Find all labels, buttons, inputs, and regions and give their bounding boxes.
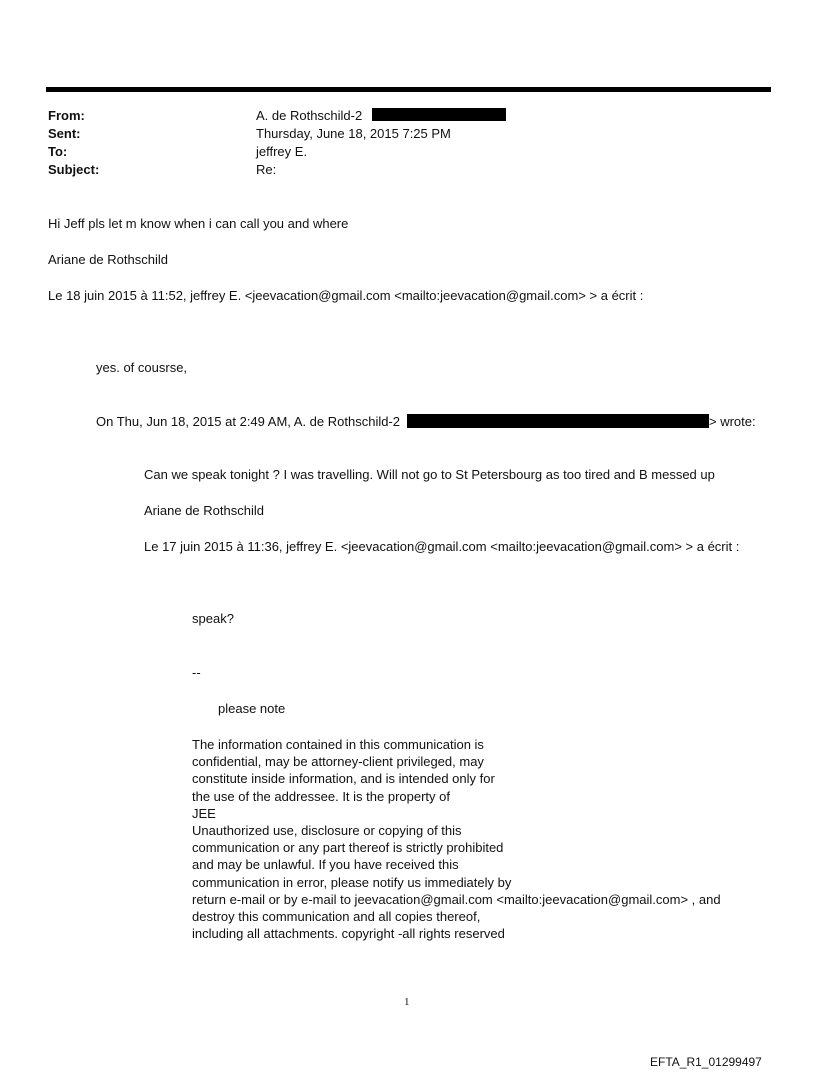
disclaimer-line: destroy this communication and all copies thereof,	[192, 909, 481, 925]
sent-value: Thursday, June 18, 2015 7:25 PM	[256, 126, 451, 141]
quote-intro: Le 18 juin 2015 à 11:52, jeffrey E. <jeevacation@gmail.com <mailto:jeevacation@gmail.com> > a écrit :	[48, 288, 644, 303]
to-label: To:	[48, 144, 68, 159]
disclaimer-line: JEE	[192, 805, 216, 821]
redaction-block	[407, 414, 709, 428]
disclaimer-line: Unauthorized use, disclosure or copying of this	[192, 823, 462, 839]
disclaimer-line: including all attachments. copyright -all rights reserved	[192, 926, 505, 942]
quote-intro-suffix: > wrote:	[709, 414, 756, 429]
quote-intro: Le 17 juin 2015 à 11:36, jeffrey E. <jeevacation@gmail.com <mailto:jeevacation@gmail.com> > a écrit :	[144, 539, 740, 554]
subject-label: Subject:	[48, 162, 100, 177]
from-value: A. de Rothschild-2	[256, 108, 363, 123]
disclaimer-line: The information contained in this communication is	[192, 737, 484, 752]
sent-label: Sent:	[48, 126, 81, 141]
to-value: jeffrey E.	[256, 144, 308, 159]
subject-value: Re:	[256, 162, 277, 177]
page-number: 1	[404, 996, 410, 1008]
disclaimer-line: constitute inside information, and is intended only for	[192, 771, 495, 787]
disclaimer-line: communication or any part thereof is strictly prohibited	[192, 840, 504, 856]
disclaimer-line: return e-mail or by e-mail to jeevacation@gmail.com <mailto:jeevacation@gmail.com> , and	[192, 891, 721, 907]
message-line: Can we speak tonight ? I was travelling. Will not go to St Petersbourg as too tired and B messed up	[144, 467, 715, 482]
quote-intro-prefix: On Thu, Jun 18, 2015 at 2:49 AM, A. de Rothschild-2	[96, 414, 401, 429]
disclaimer-line: communication in error, please notify us immediately by	[192, 874, 512, 890]
redaction-block	[372, 108, 506, 121]
header-rule	[46, 87, 771, 92]
confidentiality-disclaimer	[192, 736, 721, 942]
reply-line: speak?	[192, 611, 234, 626]
bates-number: EFTA_R1_01299497	[650, 1055, 762, 1069]
from-label: From:	[48, 108, 85, 123]
signature: Ariane de Rothschild	[48, 252, 168, 267]
disclaimer-line: and may be unlawful. If you have received this	[192, 857, 459, 873]
signature: Ariane de Rothschild	[144, 503, 264, 518]
signature-separator: --	[192, 665, 201, 680]
message-line: Hi Jeff pls let m know when i can call you and where	[48, 216, 349, 231]
please-note: please note	[218, 701, 286, 716]
disclaimer-line: confidential, may be attorney-client privileged, may	[192, 754, 484, 770]
disclaimer-line: the use of the addressee. It is the property of	[192, 788, 450, 804]
reply-line: yes. of cousrse,	[96, 360, 188, 375]
